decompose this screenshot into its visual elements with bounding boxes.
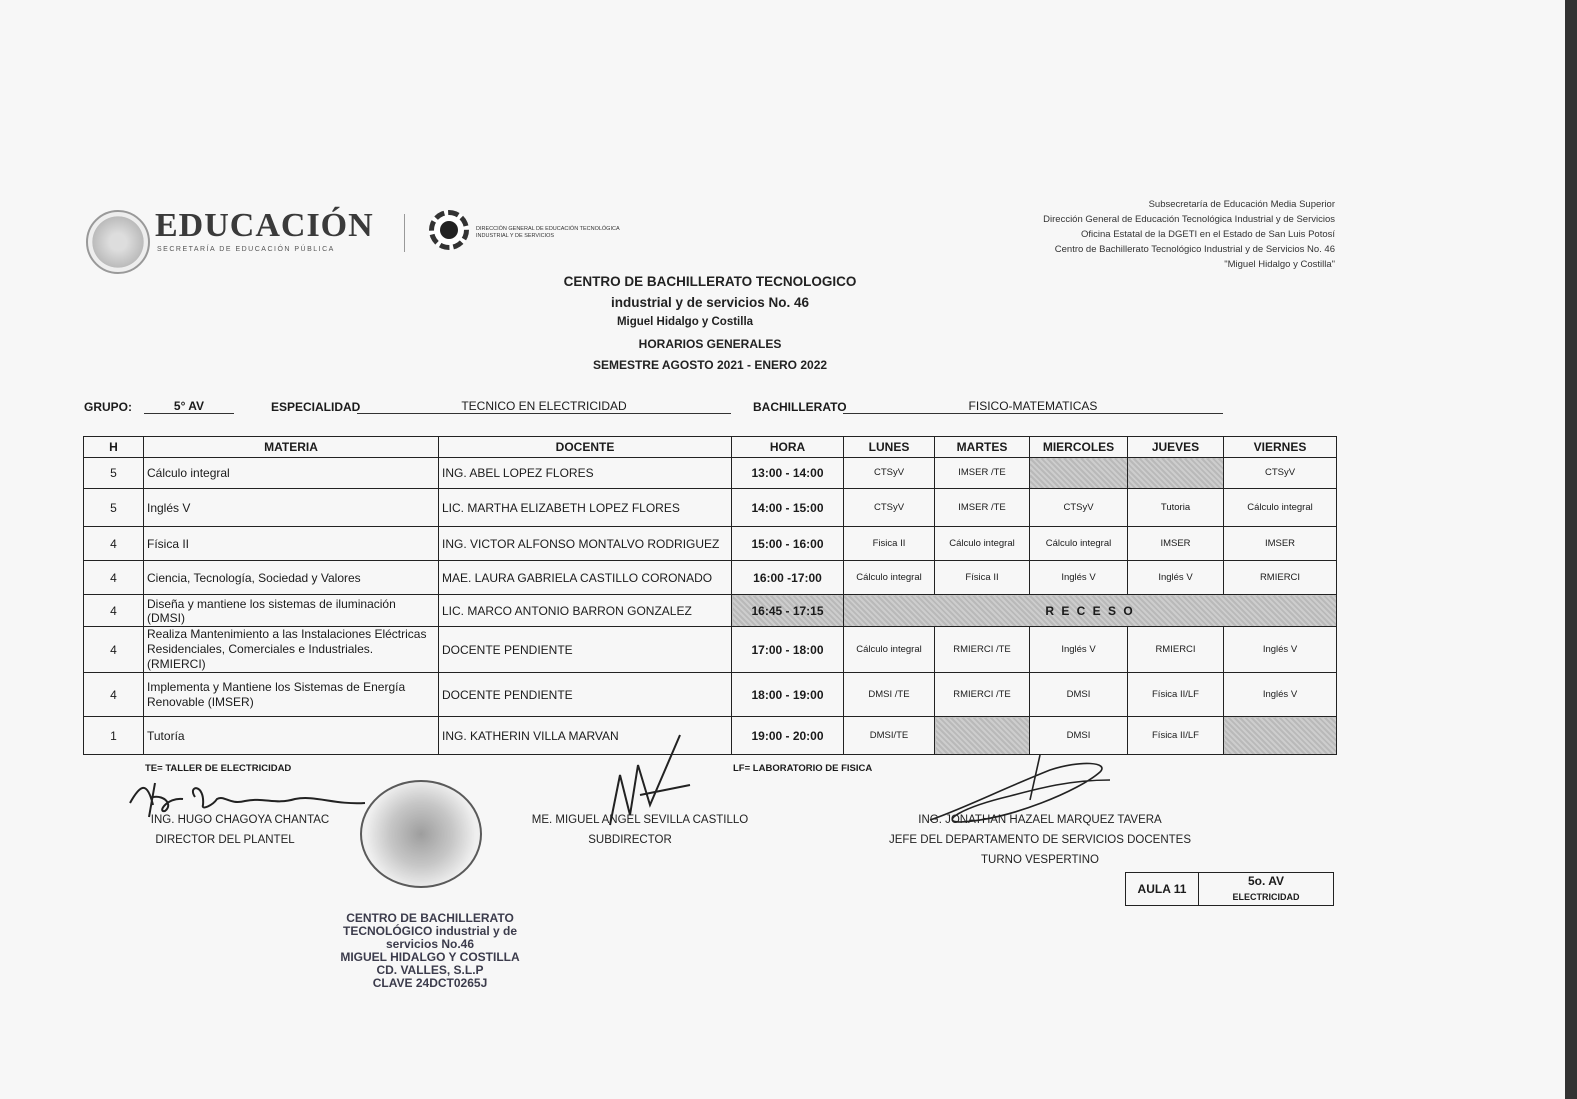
table-row [84, 595, 1337, 627]
cell-miercoles: Inglés V [1030, 561, 1128, 595]
cell-martes-empty [935, 717, 1030, 755]
cell-lunes: CTSyV [844, 458, 935, 489]
cell-h: 1 [84, 717, 144, 755]
cell-lunes: DMSI/TE [844, 717, 935, 755]
stamp-line: CLAVE 24DCT0265J [372, 976, 488, 990]
table-header-row [84, 437, 1337, 458]
header-line: Oficina Estatal de la DGETI en el Estado de San Luis Potosí [1081, 229, 1335, 240]
cell-docente: ING. ABEL LOPEZ FLORES [439, 458, 732, 489]
col-header-lunes: LUNES [844, 437, 935, 458]
cell-materia: Ciencia, Tecnología, Sociedad y Valores [144, 561, 439, 595]
aula-box [1125, 872, 1334, 906]
cell-jueves: Física II/LF [1128, 717, 1224, 755]
cell-h: 4 [84, 673, 144, 717]
cell-h: 4 [84, 595, 144, 627]
cell-martes: Física II [935, 561, 1030, 595]
cell-docente: DOCENTE PENDIENTE [439, 627, 732, 673]
cell-h: 5 [84, 458, 144, 489]
cell-materia: Diseña y mantiene los sistemas de iluminación (DMSI) [144, 595, 439, 627]
especialidad-value: TECNICO EN ELECTRICIDAD [357, 399, 731, 414]
cell-hora: 16:00 -17:00 [732, 561, 844, 595]
cell-viernes: Cálculo integral [1224, 489, 1337, 527]
official-seal-icon [360, 780, 482, 888]
cell-lunes: Fisica II [844, 527, 935, 561]
cell-jueves: RMIERCI [1128, 627, 1224, 673]
cell-martes: IMSER /TE [935, 489, 1030, 527]
header-line: Dirección General de Educación Tecnológica Industrial y de Servicios [1043, 214, 1335, 225]
scan-edge [1565, 0, 1577, 1099]
logo-divider [404, 214, 405, 252]
aula-number: AULA 11 [1126, 873, 1199, 906]
dgeti-gear-center [440, 221, 458, 239]
school-stamp [300, 912, 560, 990]
cell-materia: Física II [144, 527, 439, 561]
cell-docente: LIC. MARCO ANTONIO BARRON GONZALEZ [439, 595, 732, 627]
cell-jueves: Tutoria [1128, 489, 1224, 527]
header-line: "Miguel Hidalgo y Costilla" [1224, 259, 1335, 270]
cell-hora: 13:00 - 14:00 [732, 458, 844, 489]
subdirector-role: SUBDIRECTOR [588, 834, 672, 846]
cell-martes: RMIERCI /TE [935, 673, 1030, 717]
cell-jueves-empty [1128, 458, 1224, 489]
cell-viernes: IMSER [1224, 527, 1337, 561]
col-header-hora: HORA [732, 437, 844, 458]
cell-jueves: Física II/LF [1128, 673, 1224, 717]
note-lf: LF= LABORATORIO DE FISICA [733, 763, 873, 774]
col-header-jueves: JUEVES [1128, 437, 1224, 458]
bachillerato-value: FISICO-MATEMATICAS [843, 399, 1223, 414]
col-header-materia: MATERIA [144, 437, 439, 458]
table-row [84, 673, 1337, 717]
cell-lunes: Cálculo integral [844, 561, 935, 595]
cell-viernes: RMIERCI [1224, 561, 1337, 595]
col-header-miercoles: MIERCOLES [1030, 437, 1128, 458]
cell-h: 4 [84, 627, 144, 673]
cell-miercoles: DMSI [1030, 717, 1128, 755]
cell-lunes: Cálculo integral [844, 627, 935, 673]
cell-h: 5 [84, 489, 144, 527]
cell-lunes: DMSI /TE [844, 673, 935, 717]
cell-viernes-empty [1224, 717, 1337, 755]
title-line-1: CENTRO DE BACHILLERATO TECNOLOGICO [563, 274, 857, 289]
col-header-h: H [84, 437, 144, 458]
jefe-role: JEFE DEL DEPARTAMENTO DE SERVICIOS DOCENTES [888, 834, 1192, 846]
jefe-turno: TURNO VESPERTINO [981, 854, 1099, 866]
aula-especialidad: ELECTRICIDAD [1199, 889, 1334, 906]
stamp-line: CD. VALLES, S.L.P [376, 963, 484, 977]
sep-logo-text: EDUCACIÓN [155, 207, 374, 244]
title-line-5: SEMESTRE AGOSTO 2021 - ENERO 2022 [592, 358, 828, 372]
cell-hora: 14:00 - 15:00 [732, 489, 844, 527]
cell-materia: Realiza Mantenimiento a las Instalaciones Eléctricas Residenciales, Comerciales e Industriales. (RMIERCI) [144, 627, 439, 673]
cell-docente: DOCENTE PENDIENTE [439, 673, 732, 717]
cell-materia: Inglés V [144, 489, 439, 527]
cell-h: 4 [84, 527, 144, 561]
header-line: Subsecretaría de Educación Media Superior [1148, 199, 1335, 210]
director-role: DIRECTOR DEL PLANTEL [155, 834, 295, 846]
cell-hora: 17:00 - 18:00 [732, 627, 844, 673]
grupo-label: GRUPO: [84, 400, 132, 414]
sep-seal-icon [86, 210, 150, 274]
table-row [84, 527, 1337, 561]
cell-martes: IMSER /TE [935, 458, 1030, 489]
col-header-martes: MARTES [935, 437, 1030, 458]
bachillerato-label: BACHILLERATO [753, 400, 847, 414]
cell-materia: Implementa y Mantiene los Sistemas de Energía Renovable (IMSER) [144, 673, 439, 717]
cell-miercoles: Inglés V [1030, 627, 1128, 673]
title-line-2: industrial y de servicios No. 46 [610, 295, 810, 310]
cell-lunes: CTSyV [844, 489, 935, 527]
sep-logo-subtitle: SECRETARÍA DE EDUCACIÓN PÚBLICA [157, 246, 335, 253]
cell-viernes: Inglés V [1224, 673, 1337, 717]
jefe-name: ING. JONATHAN HAZAEL MARQUEZ TAVERA [918, 814, 1162, 826]
cell-miercoles: CTSyV [1030, 489, 1128, 527]
cell-materia: Tutoría [144, 717, 439, 755]
institution-header [1043, 197, 1335, 272]
cell-docente: LIC. MARTHA ELIZABETH LOPEZ FLORES [439, 489, 732, 527]
cell-hora: 19:00 - 20:00 [732, 717, 844, 755]
table-row [84, 489, 1337, 527]
cell-miercoles-empty [1030, 458, 1128, 489]
cell-martes: Cálculo integral [935, 527, 1030, 561]
cell-materia: Cálculo integral [144, 458, 439, 489]
cell-jueves: IMSER [1128, 527, 1224, 561]
cell-h: 4 [84, 561, 144, 595]
cell-miercoles: Cálculo integral [1030, 527, 1128, 561]
stamp-line: CENTRO DE BACHILLERATO [346, 911, 514, 925]
table-row [84, 458, 1337, 489]
title-line-4: HORARIOS GENERALES [638, 337, 782, 351]
stamp-line: TECNOLÓGICO industrial y de [342, 924, 518, 938]
table-row [84, 561, 1337, 595]
cell-docente: ING. KATHERIN VILLA MARVAN [439, 717, 732, 755]
grupo-value: 5° AV [144, 399, 234, 414]
schedule-table [83, 436, 1337, 755]
director-name: ING. HUGO CHAGOYA CHANTAC [150, 814, 330, 826]
stamp-line: servicios No.46 [385, 937, 475, 951]
cell-hora: 15:00 - 16:00 [732, 527, 844, 561]
note-te: TE= TALLER DE ELECTRICIDAD [145, 763, 292, 774]
title-line-3: Miguel Hidalgo y Costilla [616, 316, 754, 328]
receso-cell: R E C E S O [844, 595, 1337, 627]
col-header-viernes: VIERNES [1224, 437, 1337, 458]
col-header-docente: DOCENTE [439, 437, 732, 458]
cell-viernes: Inglés V [1224, 627, 1337, 673]
especialidad-label: ESPECIALIDAD [271, 400, 361, 414]
cell-miercoles: DMSI [1030, 673, 1128, 717]
cell-docente: MAE. LAURA GABRIELA CASTILLO CORONADO [439, 561, 732, 595]
subdirector-name: ME. MIGUEL ANGEL SEVILLA CASTILLO [531, 814, 749, 826]
cell-jueves: Inglés V [1128, 561, 1224, 595]
aula-grupo: 5o. AV [1199, 873, 1334, 890]
cell-hora: 16:45 - 17:15 [732, 595, 844, 627]
header-line: Centro de Bachillerato Tecnológico Industrial y de Servicios No. 46 [1054, 244, 1335, 255]
cell-martes: RMIERCI /TE [935, 627, 1030, 673]
cell-hora: 18:00 - 19:00 [732, 673, 844, 717]
table-row [84, 717, 1337, 755]
stamp-line: MIGUEL HIDALGO Y COSTILLA [340, 950, 520, 964]
cell-docente: ING. VICTOR ALFONSO MONTALVO RODRIGUEZ [439, 527, 732, 561]
table-row [84, 627, 1337, 673]
dgeti-logo-text: DIRECCIÓN GENERAL DE EDUCACIÓN TECNOLÓGICA INDUSTRIAL Y DE SERVICIOS [476, 226, 620, 239]
cell-viernes: CTSyV [1224, 458, 1337, 489]
